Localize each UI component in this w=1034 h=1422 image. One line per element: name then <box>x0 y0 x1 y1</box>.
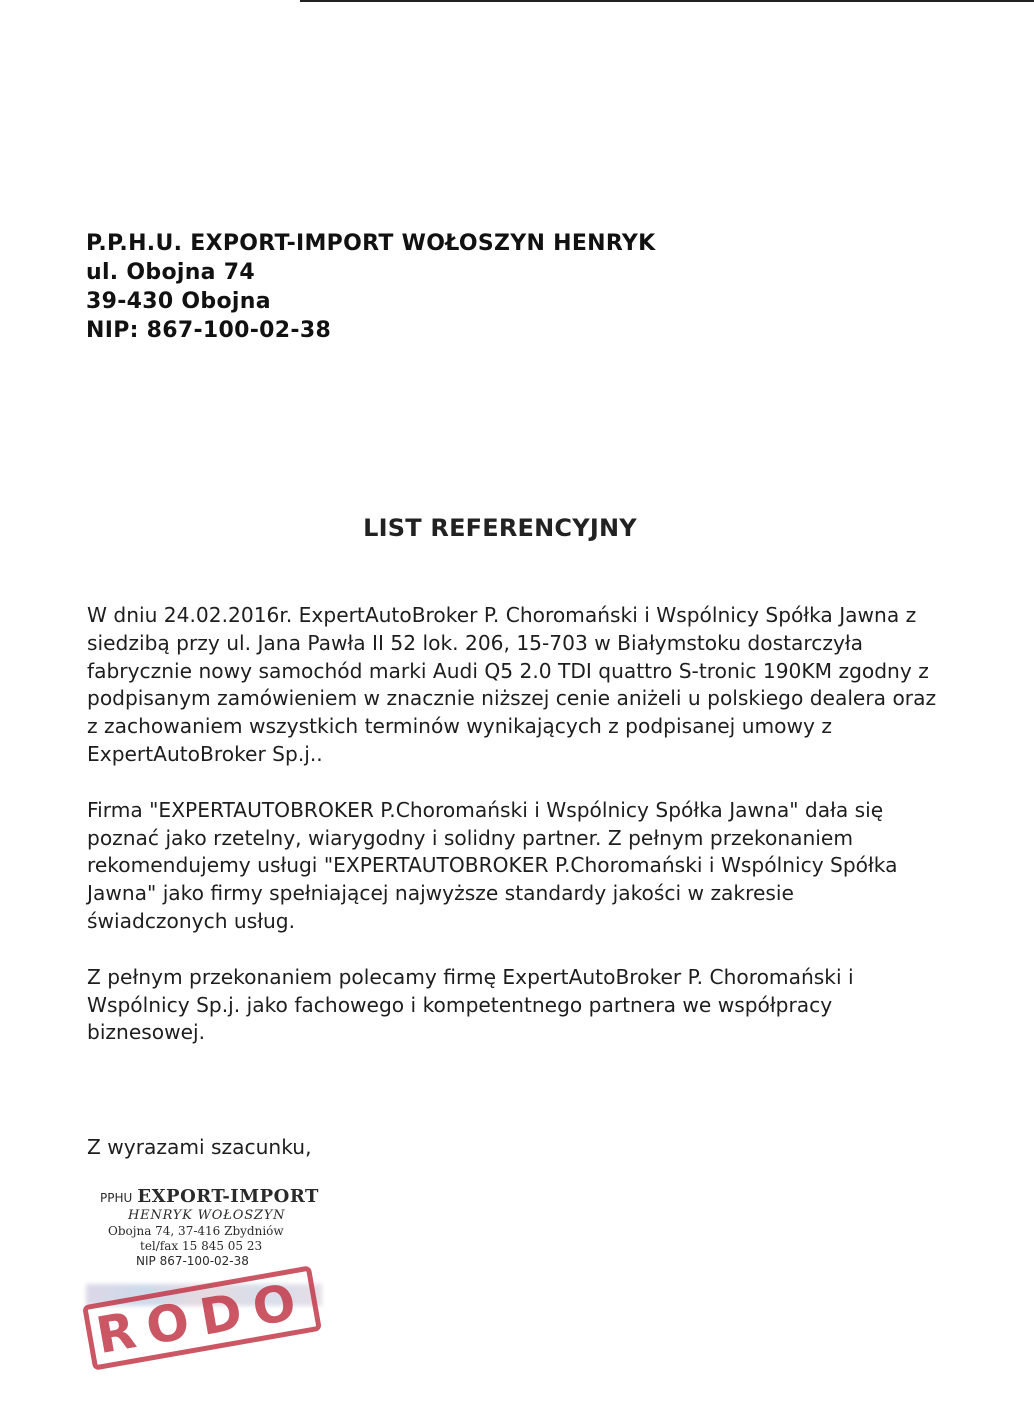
stamp-prefix: PPHU <box>100 1191 133 1205</box>
stamp-owner: HENRYK WOŁOSZYN <box>128 1208 286 1223</box>
letter-body <box>87 602 937 1047</box>
stamp-phone: tel/fax 15 845 05 23 <box>140 1239 263 1253</box>
stamp-address: Obojna 74, 37-416 Zbydniów <box>108 1224 284 1238</box>
rodo-redaction-stamp: RODO <box>82 1265 322 1370</box>
paragraph-1: W dniu 24.02.2016r. ExpertAutoBroker P. Choromański i Wspólnicy Spółka Jawna z siedzibą przy ul. Jana Pawła II 52 lok. 206, 15-703 w Białymstoku dostarczyła fabrycznie nowy samochód marki Audi Q5 2.0 TDI quattro S-tronic 190KM zgodny z podpisanym zamówieniem w znacznie niższej cenie aniżeli u polskiego dealera oraz z zachowaniem wszystkich terminów wynikających z podpisanej umowy z ExpertAutoBroker Sp.j.. <box>87 603 937 766</box>
paragraph-3: Z pełnym przekonaniem polecamy firmę ExpertAutoBroker P. Choromański i Wspólnicy Sp.j. jako fachowego i kompetentnego partnera we współpracy biznesowej. <box>87 964 854 1045</box>
sender-city: 39-430 Obojna <box>86 289 271 314</box>
company-stamp <box>100 1186 340 1276</box>
paragraph-2: Firma "EXPERTAUTOBROKER P.Choromański i Wspólnicy Spółka Jawna" dała się poznać jako rzetelny, wiarygodny i solidny partner. Z pełnym przekonaniem rekomendujemy usługi "EXPERTAUTOBROKER P.Choromański i Wspólnicy Spółka Jawna" jako firmy spełniającej najwyższe standardy jakości w zakresie świadczonych usług. <box>87 797 898 933</box>
stamp-nip: NIP 867-100-02-38 <box>136 1254 249 1268</box>
document-title: LIST REFERENCYJNY <box>363 514 637 542</box>
sender-nip: NIP: 867-100-02-38 <box>86 318 332 343</box>
sender-street: ul. Obojna 74 <box>86 260 256 285</box>
sender-address-block <box>86 229 656 345</box>
scan-top-edge <box>300 0 1034 2</box>
stamp-company-name: EXPORT-IMPORT <box>137 1186 319 1207</box>
sender-company: P.P.H.U. EXPORT-IMPORT WOŁOSZYN HENRYK <box>86 231 656 256</box>
stamp-line-name <box>100 1186 319 1207</box>
closing-salutation: Z wyrazami szacunku, <box>87 1135 312 1159</box>
